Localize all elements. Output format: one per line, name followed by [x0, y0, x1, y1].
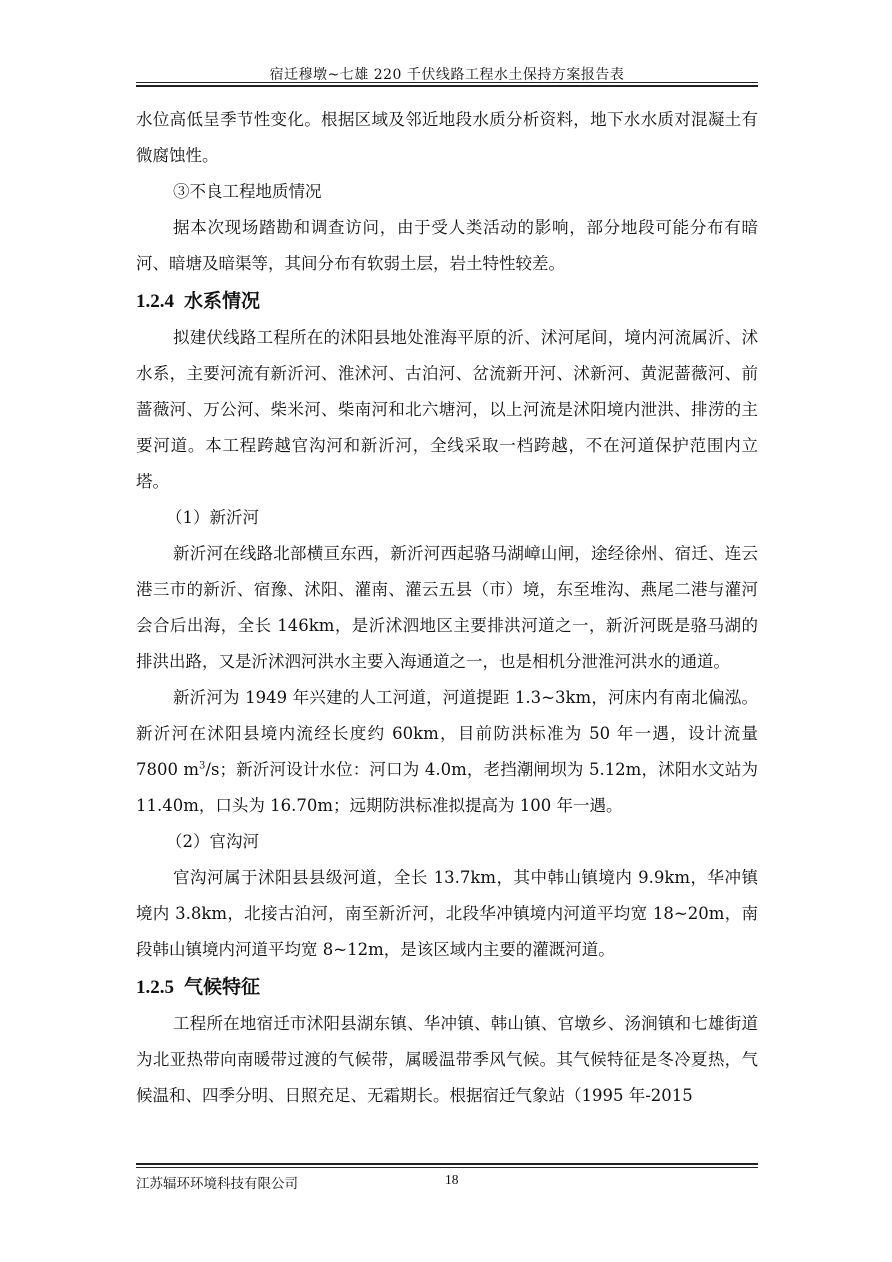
section-number: 1.2.4 — [136, 291, 174, 312]
paragraph-groundwater: 水位高低呈季节性变化。根据区域及邻近地段水质分析资料，地下水水质对混凝土有微腐蚀性。 — [136, 110, 758, 165]
section-title: 水系情况 — [184, 290, 261, 312]
header-rule — [136, 82, 758, 83]
subheading-guangou-river: （2）官沟河 — [166, 832, 259, 851]
section-heading-climate — [136, 968, 758, 1006]
footer-rule-thick — [136, 1163, 758, 1165]
superscript: 3 — [199, 760, 206, 772]
page-body — [136, 102, 758, 1114]
running-header: 宿迁穆墩~七雄 220 千伏线路工程水土保持方案报告表 — [269, 67, 625, 83]
paragraph-xinyi-river-design — [136, 680, 758, 824]
section-title: 气候特征 — [184, 976, 261, 998]
footer-rule — [136, 1167, 758, 1168]
section-heading-water-system — [136, 282, 758, 320]
text-run: /s；新沂河设计水位：河口为 4.0m，老挡潮闸坝为 5.12m，沭阳水文站为 11.40m，口头为 16.70m；远期防洪标准拟提高为 100 年一遇。 — [136, 760, 758, 815]
paragraph-xinyi-river: 新沂河在线路北部横亘东西，新沂河西起骆马湖嶂山闸，途经徐州、宿迁、连云港三市的新沂、宿豫、沭阳、灌南、灌云五县（市）境，东至堆沟、燕尾二港与灌河会合后出海，全长 146km，是沂沭泗地区主要排洪河道之一，新沂河既是骆马湖的排洪出路，又是沂沭泗河洪水主要入海通道之一，也是相机分泄淮河洪水的通道。 — [136, 544, 758, 671]
page-number: 18 — [445, 1172, 459, 1187]
footer-company: 江苏辐环环境科技有限公司 — [136, 1176, 298, 1192]
paragraph-guangou-river: 官沟河属于沭阳县县级河道，全长 13.7km，其中韩山镇境内 9.9km，华冲镇境内 3.8km，北接古泊河，南至新沂河，北段华冲镇境内河道平均宽 18~20m，南段韩山镇境内河道平均宽 8~12m，是该区域内主要的灌溉河道。 — [136, 868, 758, 959]
text-run: 新沂河为 1949 年兴建的人工河道，河道提距 1.3~3km，河床内有南北偏泓。新沂河在沭阳县境内流经长度约 60km，目前防洪标准为 50 年一遇，设计流量 7800 m — [136, 688, 758, 779]
paragraph-water-system: 拟建伏线路工程所在的沭阳县地处淮海平原的沂、沭河尾间，境内河流属沂、沭水系，主要河流有新沂河、淮沭河、古泊河、岔流新开河、沭新河、黄泥蔷薇河、前蔷薇河、万公河、柴米河、柴南河和北六塘河，以上河流是沭阳境内泄洪、排涝的主要河道。本工程跨越官沟河和新沂河，全线采取一档跨越，不在河道保护范围内立塔。 — [136, 328, 758, 491]
subheading-xinyi-river: （1）新沂河 — [166, 508, 259, 527]
header-rule-thick — [136, 85, 758, 87]
paragraph-climate: 工程所在地宿迁市沭阳县湖东镇、华冲镇、韩山镇、官墩乡、汤涧镇和七雄街道为北亚热带向南暖带过渡的气候带，属暖温带季风气候。其气候特征是冬冷夏热，气候温和、四季分明、日照充足、无霜期长。根据宿迁气象站（1995 年-2015 — [136, 1014, 758, 1105]
paragraph-geology: 据本次现场踏勘和调查访问，由于受人类活动的影响，部分地段可能分布有暗河、暗塘及暗渠等，其间分布有软弱土层，岩土特性较差。 — [136, 218, 758, 273]
section-number: 1.2.5 — [136, 977, 174, 998]
subheading-geology: ③不良工程地质情况 — [173, 182, 322, 201]
